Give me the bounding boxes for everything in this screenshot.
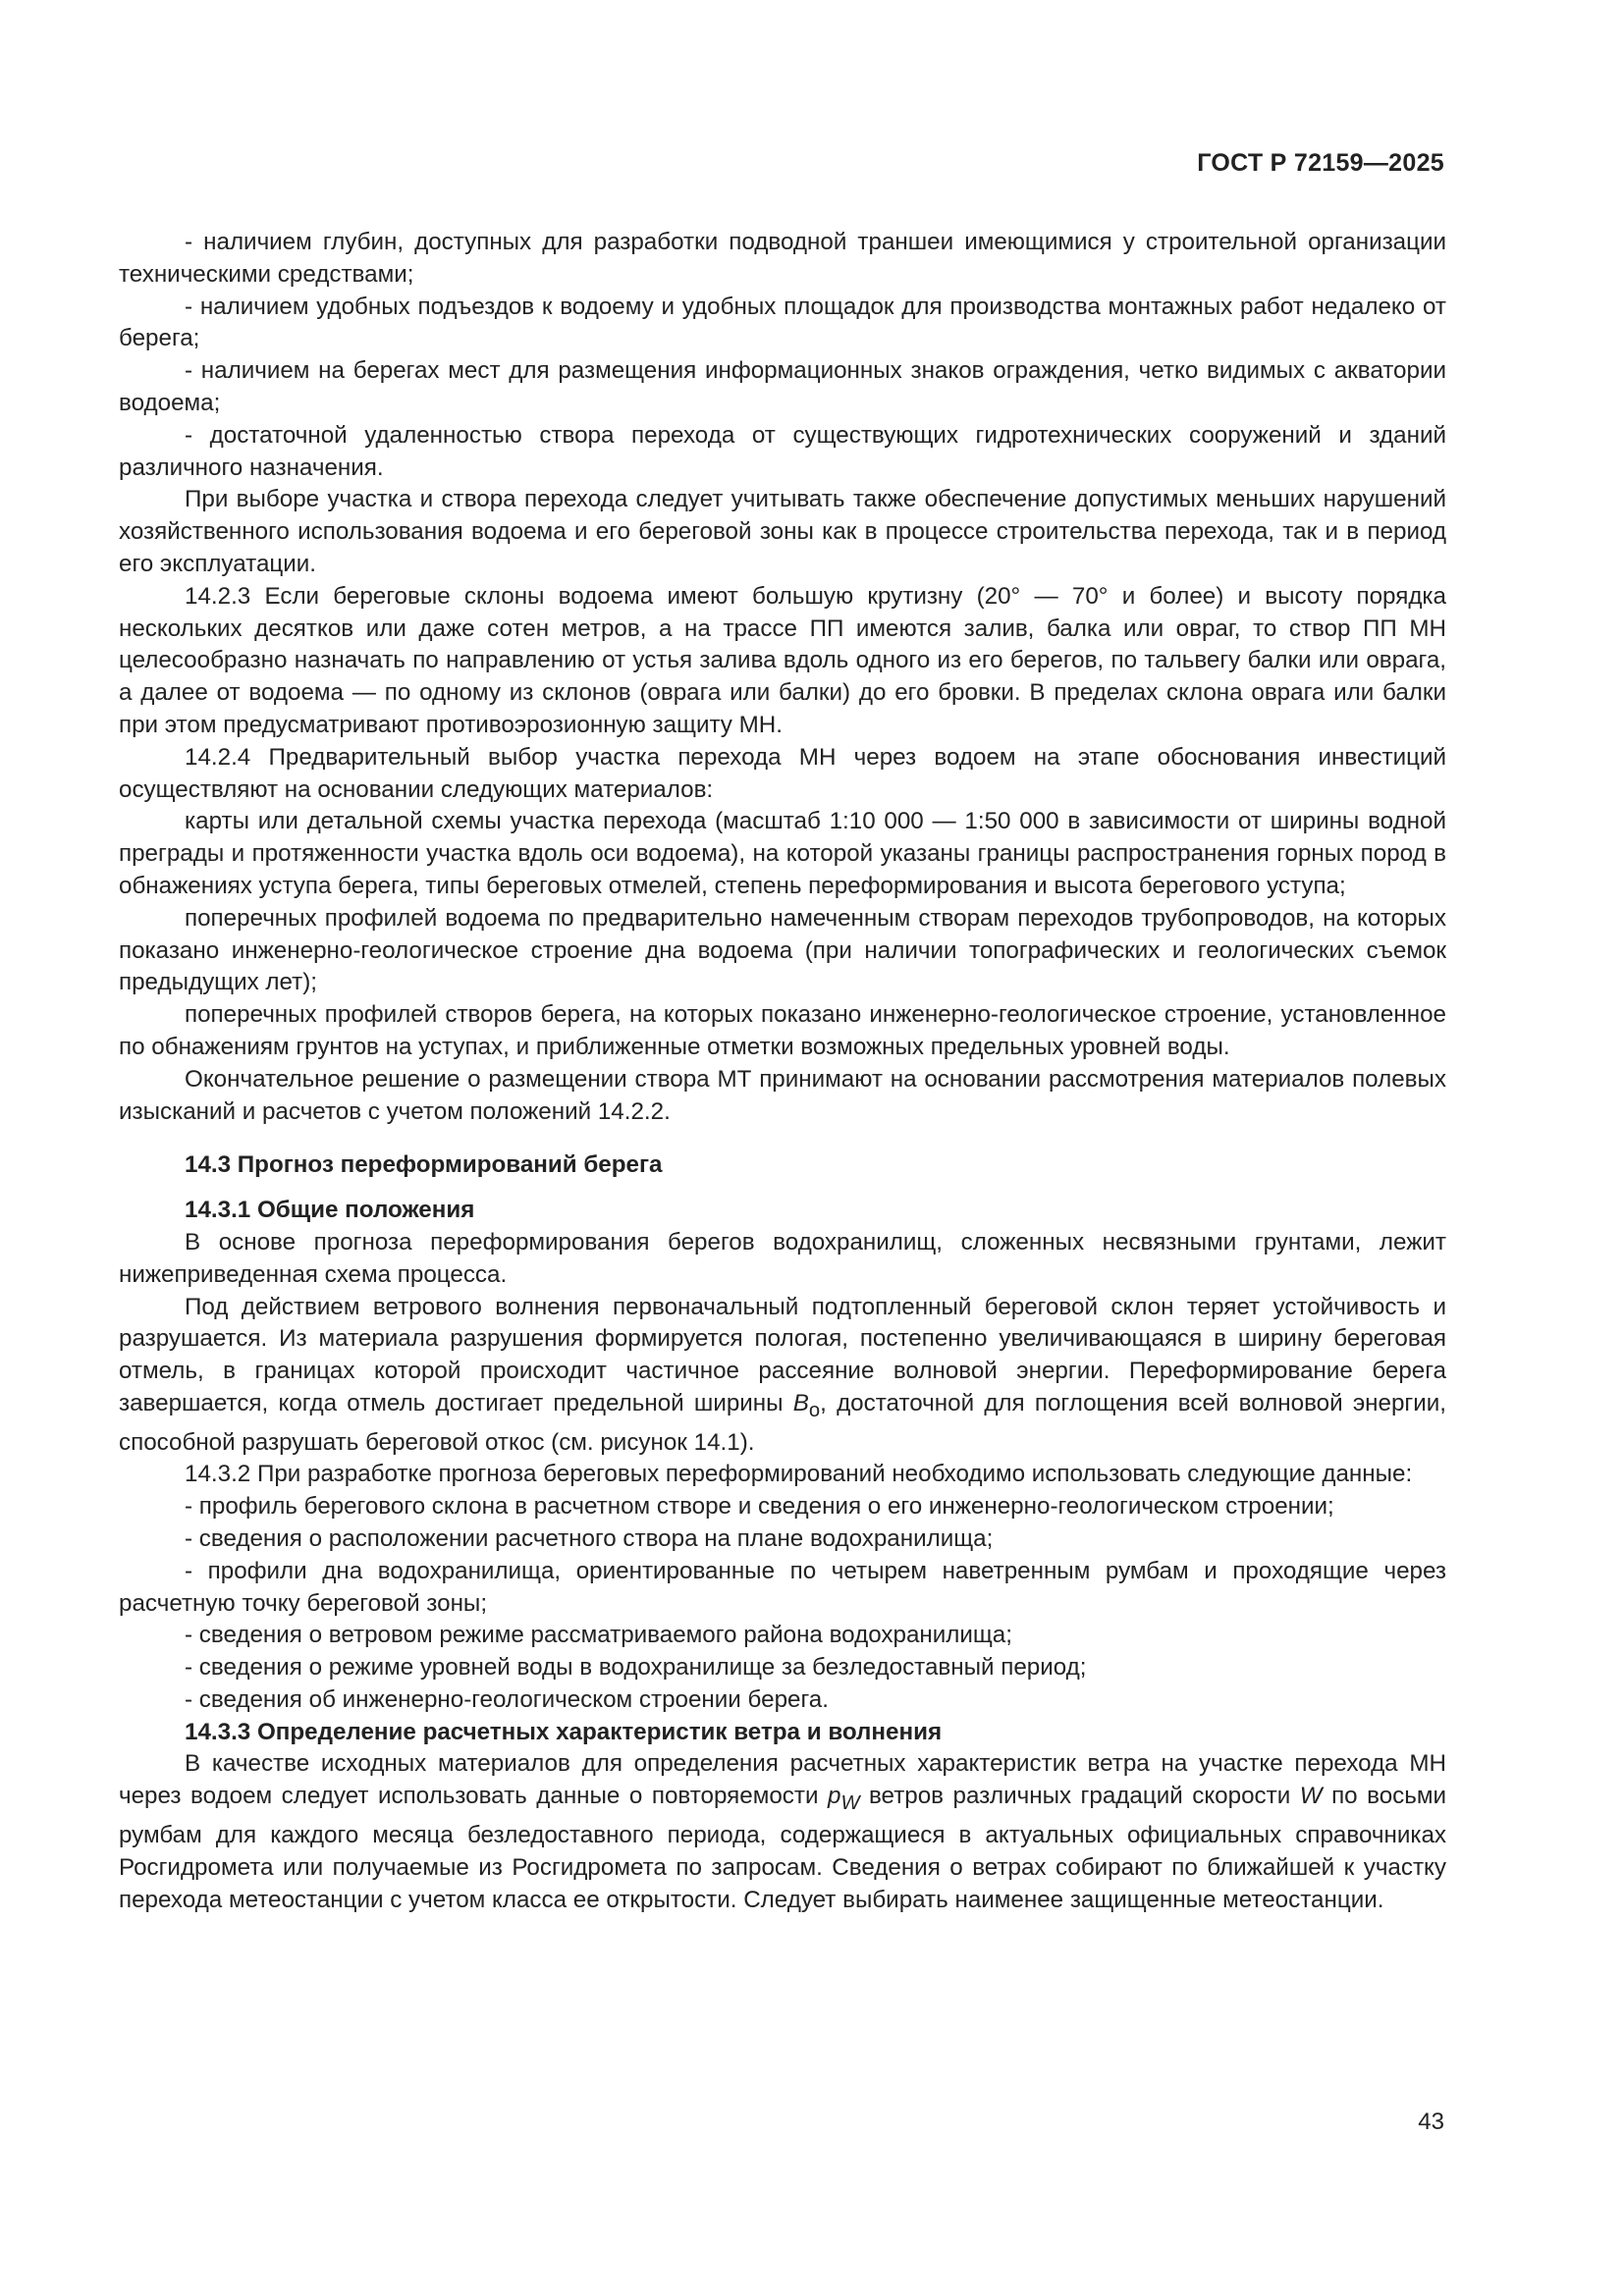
paragraph: - наличием удобных подъездов к водоему и удобных площадок для производства монтажных работ недалеко от берега; [119, 293, 1446, 352]
text-run: Под действием ветрового волнения первоначальный подтопленный береговой склон теряет устойчивость и разрушается. Из материала разрушения формируется пологая, постепенно увеличивающаяся в ширину береговая отмель, в границах которой происходит частичное рассеяние волновой энергии. Переформирование берега завершается, когда отмель достигает предельной ширины [119, 1293, 1446, 1416]
paragraph: Окончательное решение о размещении створа МТ принимают на основании рассмотрения материалов полевых изысканий и расчетов с учетом положений 14.2.2. [119, 1065, 1446, 1125]
list-item: - сведения о режиме уровней воды в водохранилище за безледоставный период; [185, 1654, 1087, 1682]
paragraph: - наличием глубин, доступных для разработки подводной траншеи имеющимися у строительной организации техническими средствами; [119, 229, 1446, 288]
paragraph: карты или детальной схемы участка перехода (масштаб 1:10 000 — 1:50 000 в зависимости от ширины водной преграды и протяженности участка вдоль оси водоема), на которой указаны границы распространения горных пород в обнажениях уступа берега, типы береговых отмелей, степень переформирования и высота берегового уступа; [119, 808, 1446, 899]
text-run: В качестве исходных материалов для определения расчетных характеристик ветра на участке перехода МН через водоем следует использовать данные о повторяемости [119, 1750, 1446, 1810]
list-item: - сведения об инженерно-геологическом строении берега. [185, 1685, 829, 1713]
text-run: по восьми румбам для каждого месяца безледоставного периода, содержащиеся в актуальных официальных справочниках Росгидромета или получаемые из Росгидромета по запросам. Сведения о ветрах собирают по ближайшей к участку перехода метеостанции с учетом класса ее открытости. Следует выбирать наименее защищенные метеостанции. [119, 1783, 1447, 1913]
paragraph: 14.2.3 Если береговые склоны водоема имеют большую крутизну (20° — 70° и более) и высоту порядка нескольких десятков или даже сотен метров, а на трассе ПП имеются залив, балка или овраг, то створ ПП МН целесообразно назначать по направлению от устья залива вдоль одного из его берегов, по тальвегу балки или оврага, а далее от водоема — по одному из склонов (оврага или балки) до его бровки. В пределах склона оврага или балки при этом предусматривают противоэрозионную защиту МН. [119, 582, 1446, 738]
document-header: ГОСТ Р 72159—2025 [1197, 149, 1444, 177]
text-run: ветров различных градаций скорости [859, 1783, 1300, 1810]
section-heading-14-3: 14.3 Прогноз переформирований берега [185, 1151, 663, 1179]
paragraph: - наличием на берегах мест для размещения информационных знаков ограждения, четко видимых с акватории водоема; [119, 357, 1446, 416]
paragraph: 14.3.2 При разработке прогноза береговых переформирований необходимо использовать следующие данные: [185, 1461, 1413, 1488]
paragraph: При выборе участка и створа перехода следует учитывать также обеспечение допустимых меньших нарушений хозяйственного использования водоема и его береговой зоны как в процессе строительства перехода, так и в период его эксплуатации. [119, 486, 1446, 577]
variable-w: W [1299, 1783, 1323, 1810]
list-item: - профиль берегового склона в расчетном створе и сведения о его инженерно-геологическом строении; [185, 1493, 1334, 1521]
list-item: - сведения о ветровом режиме рассматриваемого района водохранилища; [185, 1622, 1012, 1649]
variable-p: p [827, 1783, 841, 1810]
paragraph: поперечных профилей створов берега, на которых показано инженерно-геологическое строение, установленное по обнажениям грунтов на уступах, и приближенные отметки возможных предельных уровней воды. [119, 1001, 1446, 1060]
page-number: 43 [1418, 2109, 1444, 2135]
paragraph: В основе прогноза переформирования берегов водохранилищ, сложенных несвязными грунтами, лежит нижеприведенная схема процесса. [119, 1228, 1446, 1288]
paragraph: - достаточной удаленностью створа перехода от существующих гидротехнических сооружений и зданий различного назначения. [119, 421, 1446, 481]
subscript-w-italic: W [840, 1792, 860, 1815]
paragraph-with-formula [119, 1748, 1446, 1916]
document-body [119, 227, 1446, 1916]
subscript-o: о [808, 1399, 821, 1421]
text-run: , достаточной для поглощения всей волновой энергии, способной разрушать береговой откос (см. рисунок 14.1). [119, 1389, 1446, 1456]
list-item: - профили дна водохранилища, ориентированные по четырем наветренным румбам и проходящие через расчетную точку береговой зоны; [119, 1557, 1446, 1617]
paragraph-with-formula [119, 1292, 1446, 1460]
variable-b: B [792, 1389, 809, 1416]
subsection-heading-14-3-1: 14.3.1 Общие положения [185, 1197, 475, 1224]
subscript-w [840, 1792, 859, 1814]
paragraph: 14.2.4 Предварительный выбор участка перехода МН через водоем на этапе обоснования инвестиций осуществляют на основании следующих материалов: [119, 743, 1446, 803]
paragraph: поперечных профилей водоема по предварительно намеченным створам переходов трубопроводов, на которых показано инженерно-геологическое строение дна водоема (при наличии топографических и геологических съемок предыдущих лет); [119, 904, 1446, 996]
subsection-heading-14-3-3: 14.3.3 Определение расчетных характеристик ветра и волнения [185, 1718, 943, 1745]
list-item: - сведения о расположении расчетного створа на плане водохранилища; [185, 1524, 994, 1552]
